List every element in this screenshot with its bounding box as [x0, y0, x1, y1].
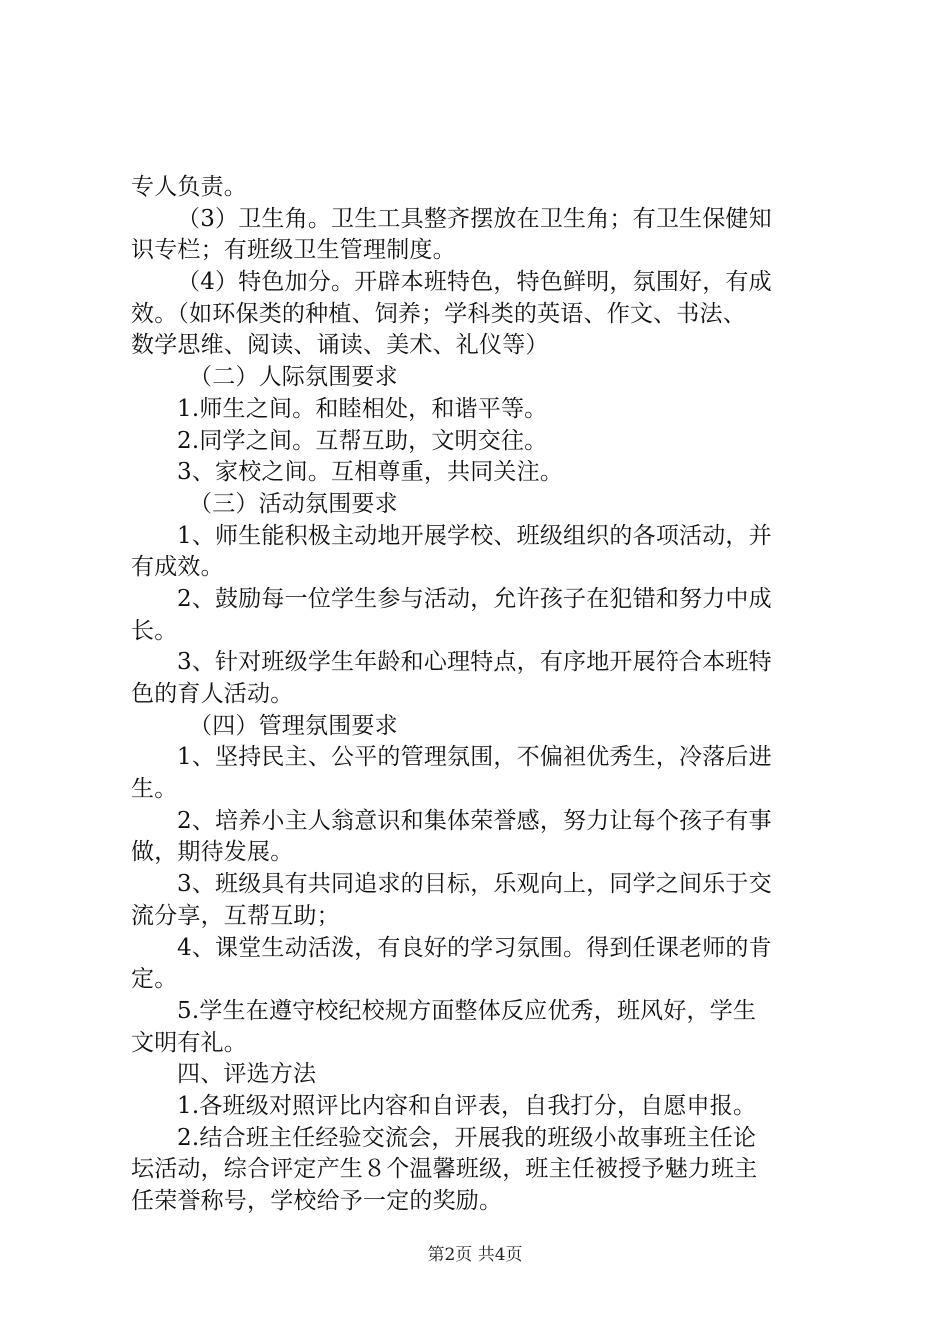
text-line: 有成效。 — [131, 554, 224, 581]
page-footer: 第2页 共4页 — [427, 1245, 523, 1265]
text-line: 2.结合班主任经验交流会，开展我的班级小故事班主任论 — [177, 1124, 757, 1151]
text-line: （二）人际氛围要求 — [189, 364, 398, 391]
text-line: 坛活动，综合评定产生８个温馨班级，班主任被授予魅力班主 — [131, 1156, 758, 1183]
text-line: 2、培养小主人翁意识和集体荣誉感，努力让每个孩子有事 — [177, 807, 772, 834]
text-line: 数学思维、阅读、诵读、美术、礼仪等） — [131, 332, 549, 359]
text-line: 任荣誉称号，学校给予一定的奖励。 — [131, 1188, 503, 1214]
text-line: 1、师生能积极主动地开展学校、班级组织的各项活动，并 — [177, 522, 772, 549]
text-line: 专人负责。 — [131, 174, 247, 200]
text-line: 5.学生在遵守校纪校规方面整体反应优秀，班风好，学生 — [177, 997, 757, 1024]
text-line: 识专栏；有班级卫生管理制度。 — [131, 237, 456, 264]
document-body — [131, 172, 831, 1218]
text-line: 色的育人活动。 — [131, 681, 294, 707]
text-line: （4）特色加分。开辟本班特色，特色鲜明，氛围好，有成 — [177, 269, 772, 296]
text-line: 文明有礼。 — [131, 1029, 247, 1056]
text-line: 1.师生之间。和睦相处，和谐平等。 — [177, 395, 548, 422]
text-line: （三）活动氛围要求 — [189, 490, 398, 517]
text-line: 生。 — [131, 776, 178, 803]
text-line: 2、鼓励每一位学生参与活动，允许孩子在犯错和努力中成 — [177, 585, 772, 612]
text-line: 定。 — [131, 966, 178, 993]
text-line: 做，期待发展。 — [131, 839, 294, 866]
text-line: （四）管理氛围要求 — [189, 712, 398, 739]
text-line: 2.同学之间。互帮互助，文明交往。 — [177, 427, 548, 454]
text-line: 3、班级具有共同追求的目标，乐观向上，同学之间乐于交 — [177, 871, 772, 898]
text-line: （3）卫生角。卫生工具整齐摆放在卫生角；有卫生保健知 — [177, 205, 772, 232]
text-line: 流分享，互帮互助； — [131, 902, 340, 929]
text-line: 1、坚持民主、公平的管理氛围，不偏袒优秀生，冷落后进 — [177, 744, 772, 771]
text-line: 3、家校之间。互相尊重，共同关注。 — [177, 459, 564, 486]
text-line: 效。（如环保类的种植、饲养；学科类的英语、作文、书法、 — [131, 300, 746, 327]
text-line: 4、课堂生动活泼，有良好的学习氛围。得到任课老师的肯 — [177, 934, 772, 961]
text-line: 长。 — [131, 617, 178, 644]
text-line: 四、评选方法 — [177, 1061, 317, 1088]
text-line: 1.各班级对照评比内容和自评表，自我打分，自愿申报。 — [177, 1092, 757, 1119]
text-line: 3、针对班级学生年龄和心理特点，有序地开展符合本班特 — [177, 649, 772, 676]
